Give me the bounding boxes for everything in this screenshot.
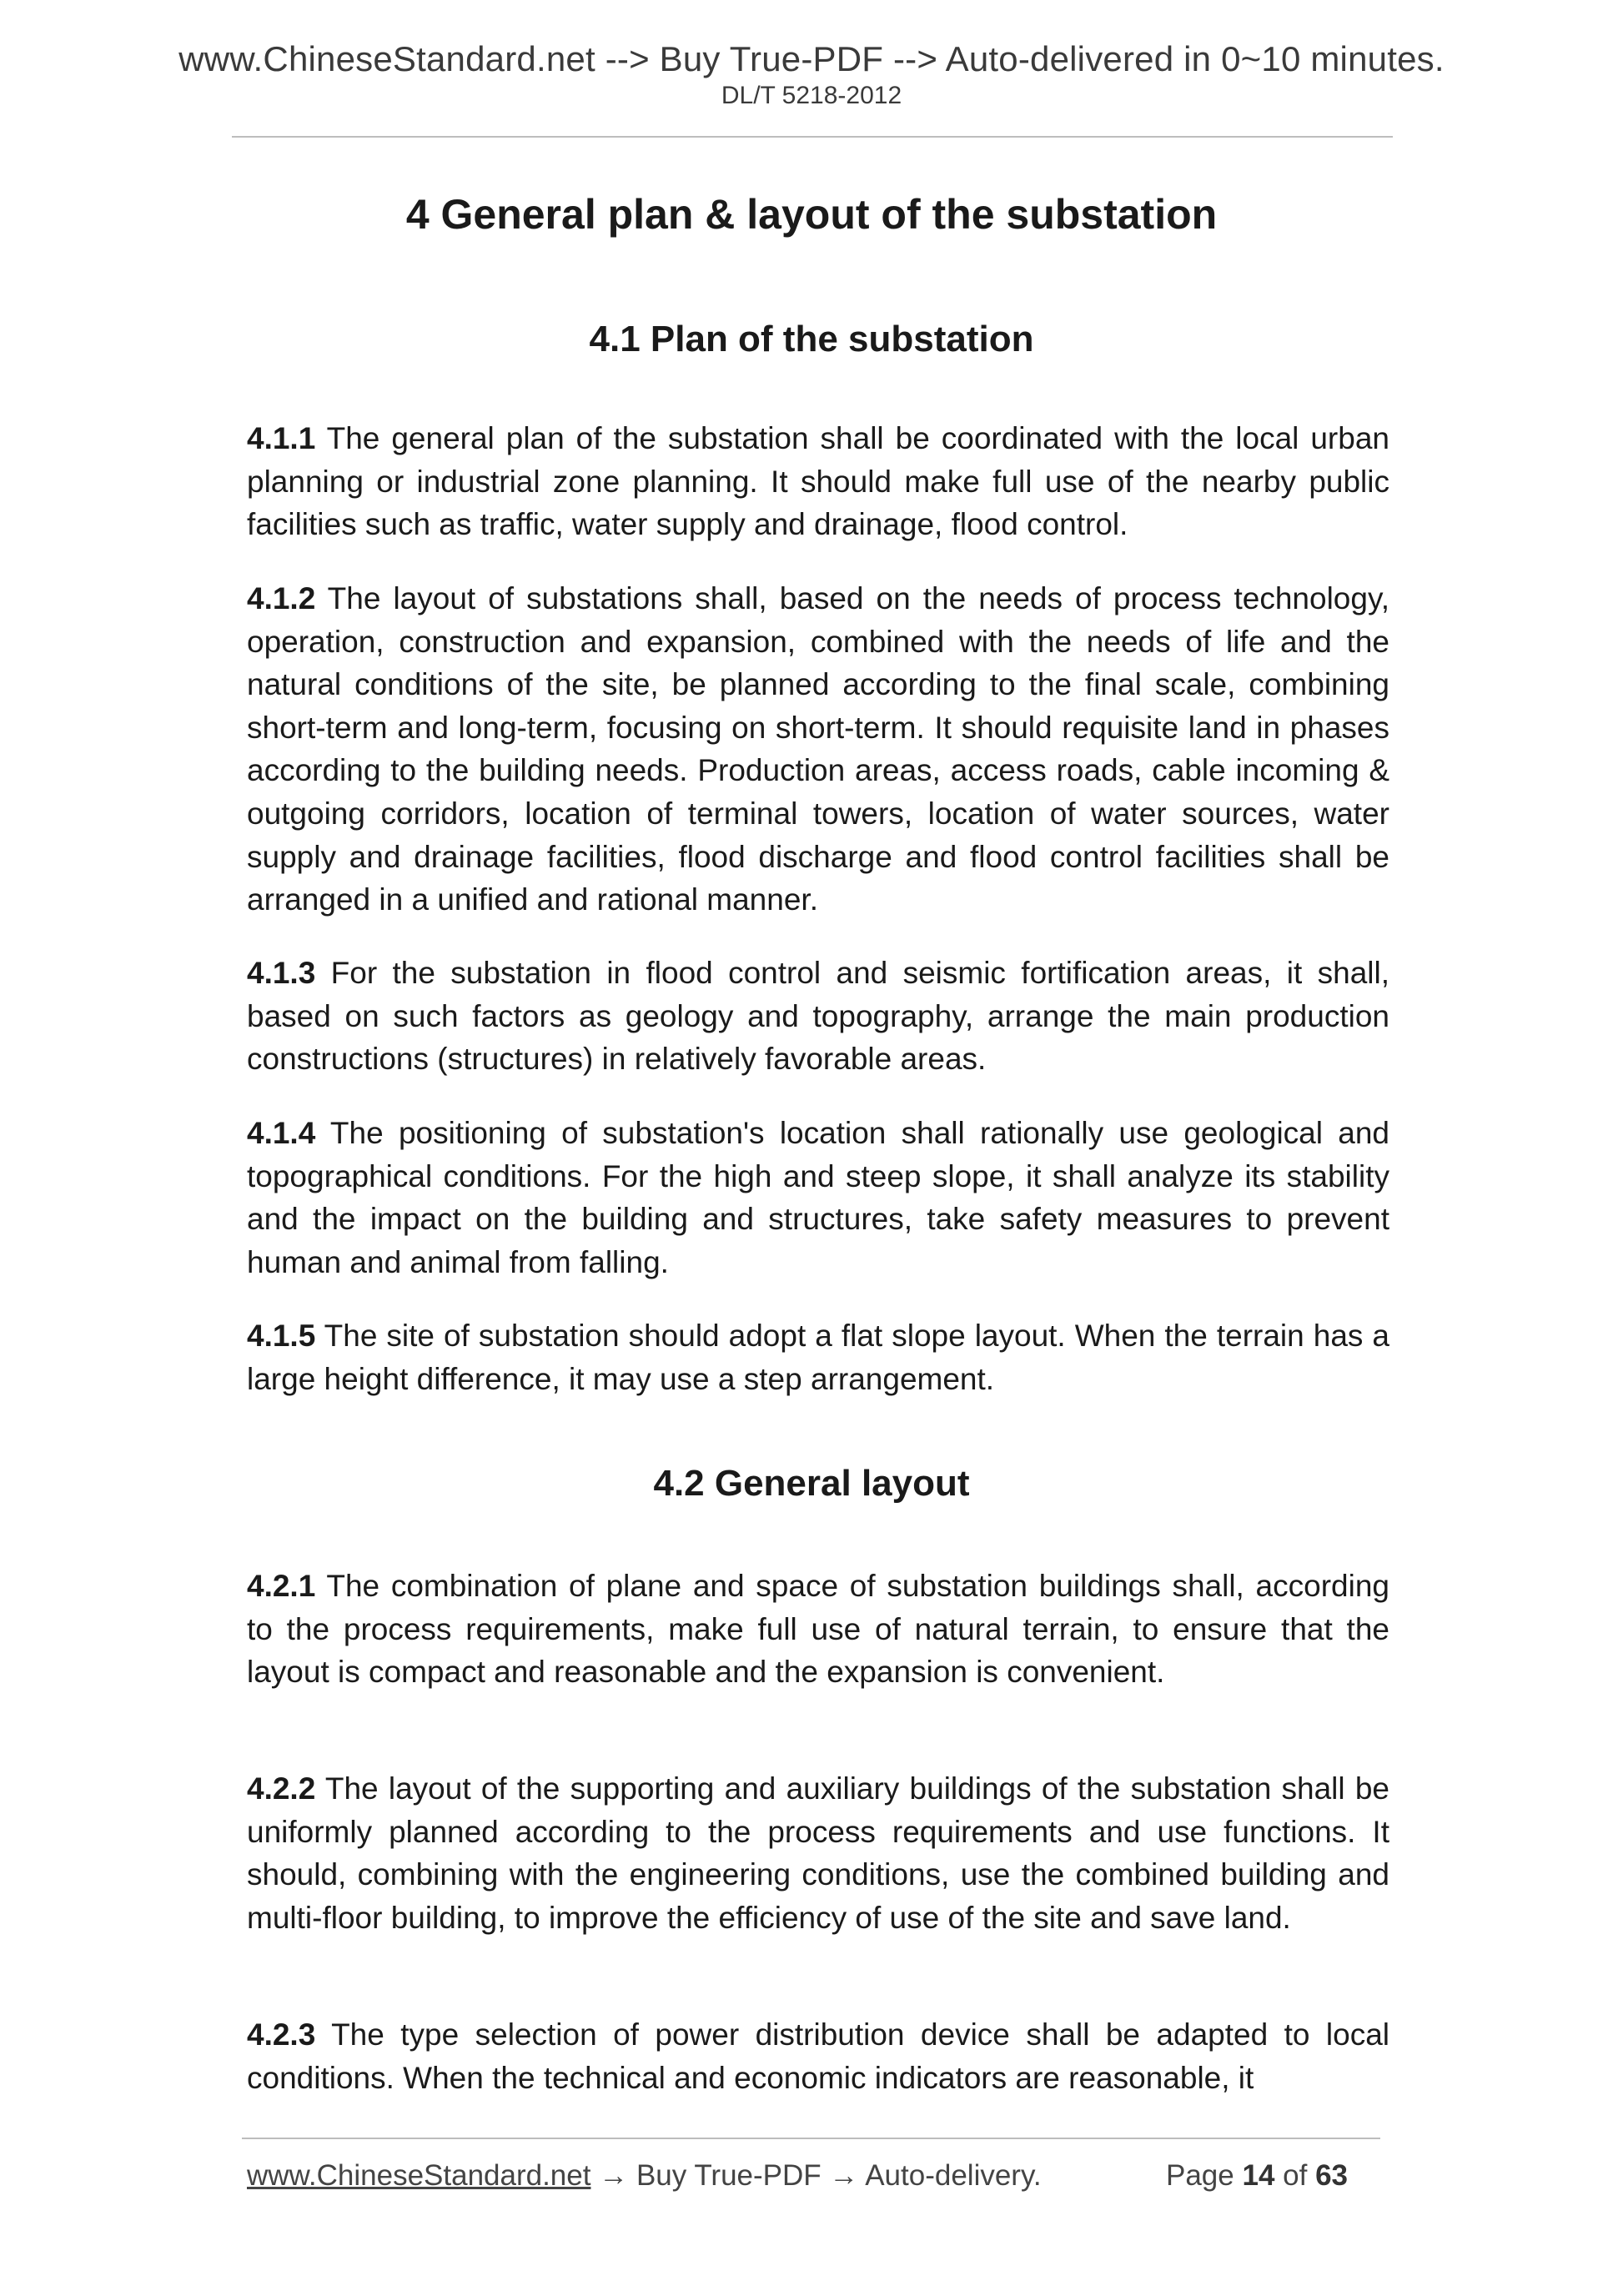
page-current: 14 <box>1242 2159 1275 2192</box>
clause-4-1-5 <box>247 1314 1389 1400</box>
clause-4-1-4 <box>247 1112 1389 1284</box>
page-total: 63 <box>1315 2159 1349 2192</box>
header-banner: www.ChineseStandard.net --> Buy True-PDF --> Auto-delivered in 0~10 minutes. <box>178 39 1445 78</box>
clause-number: 4.1.4 <box>247 1116 316 1150</box>
page-of: of <box>1283 2159 1308 2192</box>
clause-number: 4.1.1 <box>247 421 316 455</box>
clause-text: The general plan of the substation shall be coordinated with the local urban planning or industrial zone planning. It should make full use of the nearby public facilities such as traffic, water supply and drainage, flood control. <box>247 421 1389 542</box>
clause-text: The layout of substations shall, based on the needs of process technology, operation, construction and expansion, combined with the needs of life and the natural conditions of the site, be planned according to the final scale, combining short-term and long-term, focusing on short-term. It should requisite land in phases according to the building needs. Production areas, access roads, cable incoming & outgoing corridors, location of terminal towers, location of water sources, water supply and drainage facilities, flood discharge and flood control facilities shall be arranged in a unified and rational manner. <box>247 581 1389 917</box>
clause-text: The type selection of power distribution device shall be adapted to local conditions. When the technical and economic indicators are reasonable, it <box>247 2017 1389 2095</box>
clause-number: 4.2.2 <box>247 1771 316 1806</box>
clause-number: 4.2.3 <box>247 2017 316 2052</box>
clause-text: The site of substation should adopt a flat slope layout. When the terrain has a large height difference, it may use a step arrangement. <box>247 1319 1389 1396</box>
footer-site-link[interactable]: www.ChineseStandard.net <box>247 2159 591 2192</box>
clause-4-1-3 <box>247 952 1389 1081</box>
section-title-4-2: 4.2 General layout <box>653 1463 970 1504</box>
clause-number: 4.1.5 <box>247 1319 316 1353</box>
page-indicator <box>1166 2161 1348 2190</box>
clause-number: 4.2.1 <box>247 1569 316 1603</box>
clause-4-1-1 <box>247 417 1389 546</box>
arrow-icon: → <box>829 2159 859 2192</box>
arrow-icon: → <box>599 2159 629 2192</box>
chapter-title: 4 General plan & layout of the substation <box>405 191 1218 238</box>
footer-delivery-text: Auto-delivery. <box>865 2159 1042 2192</box>
clause-4-1-2 <box>247 577 1389 922</box>
clause-number: 4.1.3 <box>247 956 316 990</box>
footer-buy-text: Buy True-PDF <box>636 2159 822 2192</box>
document-id: DL/T 5218-2012 <box>721 82 902 109</box>
footer-links <box>247 2161 1042 2190</box>
footer-divider <box>242 2138 1380 2139</box>
header-divider <box>232 136 1393 138</box>
clause-text: The positioning of substation's location shall rationally use geological and topographical conditions. For the high and steep slope, it shall analyze its stability and the impact on the building and structures, take safety measures to prevent human and animal from falling. <box>247 1116 1389 1279</box>
clause-number: 4.1.2 <box>247 581 316 615</box>
page-label: Page <box>1166 2159 1234 2192</box>
clause-text: The combination of plane and space of substation buildings shall, according to the process requirements, make full use of natural terrain, to ensure that the layout is compact and reasonable and the expansion is convenient. <box>247 1569 1389 1690</box>
clause-text: For the substation in flood control and seismic fortification areas, it shall, based on such factors as geology and topography, arrange the main production constructions (structures) in relatively favorable areas. <box>247 956 1389 1077</box>
clause-4-2-2 <box>247 1767 1389 1939</box>
clause-4-2-1 <box>247 1565 1389 1694</box>
section-title-4-1: 4.1 Plan of the substation <box>589 319 1034 359</box>
clause-text: The layout of the supporting and auxiliary buildings of the substation shall be uniformly planned according to the process requirements and use functions. It should, combining with the engineering conditions, use the combined building and multi-floor building, to improve the efficiency of use of the site and save land. <box>247 1771 1389 1935</box>
clause-4-2-3 <box>247 2013 1389 2099</box>
